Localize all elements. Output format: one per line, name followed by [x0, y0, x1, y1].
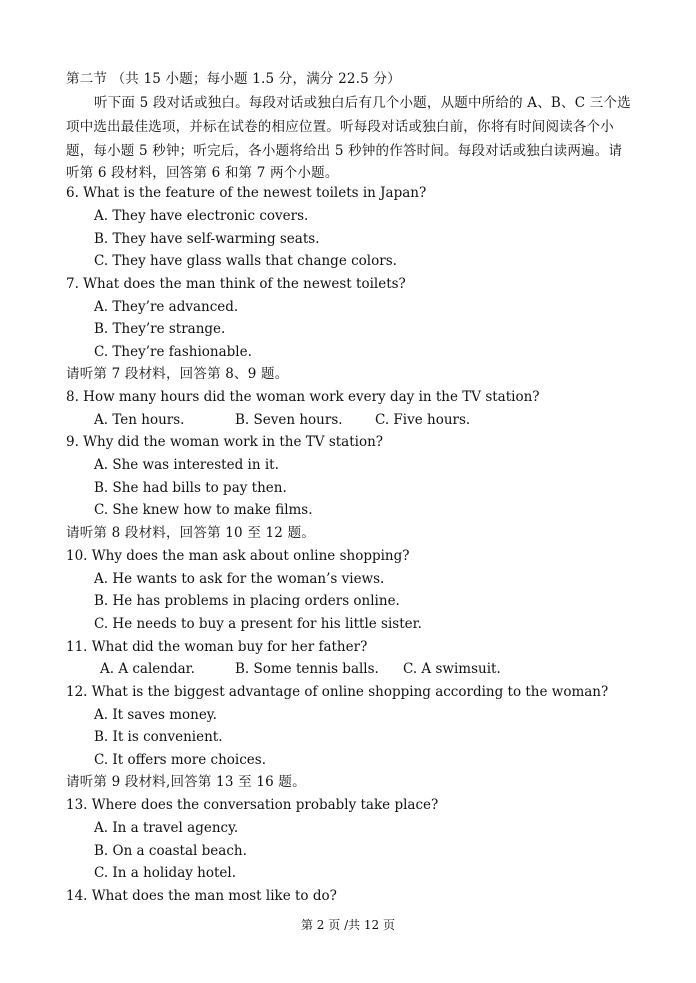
section-intro-8: 请听第 8 段材料，回答第 10 至 12 题。 — [66, 525, 315, 541]
question-9-stem: 9. Why did the woman work in the TV station? — [66, 434, 384, 450]
question-6-option-c: C. They have glass walls that change colors. — [94, 253, 397, 269]
question-9-option-a: A. She was interested in it. — [94, 457, 279, 473]
page-footer: 第 2 页 /共 12 页 — [300, 918, 396, 932]
question-9-option-b: B. She had bills to pay then. — [94, 480, 287, 496]
question-10-option-a: A. He wants to ask for the woman’s views. — [94, 571, 385, 587]
instructions-line-2: 项中选出最佳选项，并标在试卷的相应位置。听每段对话或独白前，你将有时间阅读各个小 — [66, 119, 614, 135]
question-13-stem: 13. Where does the conversation probably take place? — [66, 797, 439, 813]
question-12-option-b: B. It is convenient. — [94, 729, 223, 745]
question-6-option-b: B. They have self-warming seats. — [94, 231, 320, 247]
section-intro-7: 请听第 7 段材料，回答第 8、9 题。 — [66, 366, 289, 382]
question-7-option-c: C. They’re fashionable. — [94, 344, 252, 360]
question-9-option-c: C. She knew how to make films. — [94, 502, 313, 518]
question-10-stem: 10. Why does the man ask about online shopping? — [66, 548, 410, 564]
question-8-option-b: B. Seven hours. — [235, 412, 343, 428]
question-7-stem: 7. What does the man think of the newest toilets? — [66, 276, 406, 292]
question-12-stem: 12. What is the biggest advantage of online shopping according to the woman? — [66, 684, 609, 700]
instructions-line-4: 听第 6 段材料，回答第 6 和第 7 两个小题。 — [66, 165, 339, 181]
question-12-option-a: A. It saves money. — [94, 707, 217, 723]
question-11-option-a: A. A calendar. — [100, 661, 195, 677]
question-10-option-c: C. He needs to buy a present for his little sister. — [94, 616, 422, 632]
question-10-option-b: B. He has problems in placing orders online. — [94, 593, 400, 609]
question-6-stem: 6. What is the feature of the newest toilets in Japan? — [66, 185, 427, 201]
section-title: 第二节 （共 15 小题；每小题 1.5 分，满分 22.5 分） — [66, 71, 401, 87]
section-intro-9: 请听第 9 段材料,回答第 13 至 16 题。 — [66, 774, 306, 790]
question-8-option-c: C. Five hours. — [375, 412, 471, 428]
question-8-option-a: A. Ten hours. — [94, 412, 185, 428]
question-6-option-a: A. They have electronic covers. — [94, 208, 309, 224]
question-8-stem: 8. How many hours did the woman work every day in the TV station? — [66, 389, 540, 405]
question-14-stem: 14. What does the man most like to do? — [66, 888, 337, 904]
question-7-option-a: A. They’re advanced. — [94, 299, 239, 315]
question-12-option-c: C. It offers more choices. — [94, 752, 266, 768]
question-11-stem: 11. What did the woman buy for her father? — [66, 639, 368, 655]
question-13-option-b: B. On a coastal beach. — [94, 843, 247, 859]
question-7-option-b: B. They’re strange. — [94, 321, 226, 337]
question-11-option-c: C. A swimsuit. — [403, 661, 501, 677]
question-13-option-c: C. In a holiday hotel. — [94, 865, 237, 881]
instructions-line-3: 题，每小题 5 秒钟；听完后，各小题将给出 5 秒钟的作答时间。每段对话或独白读两遍。请 — [66, 143, 623, 159]
instructions-line-1: 听下面 5 段对话或独白。每段对话或独白后有几个小题，从题中所给的 A、B、C 三个选 — [94, 95, 631, 111]
question-13-option-a: A. In a travel agency. — [94, 820, 239, 836]
question-11-option-b: B. Some tennis balls. — [235, 661, 379, 677]
